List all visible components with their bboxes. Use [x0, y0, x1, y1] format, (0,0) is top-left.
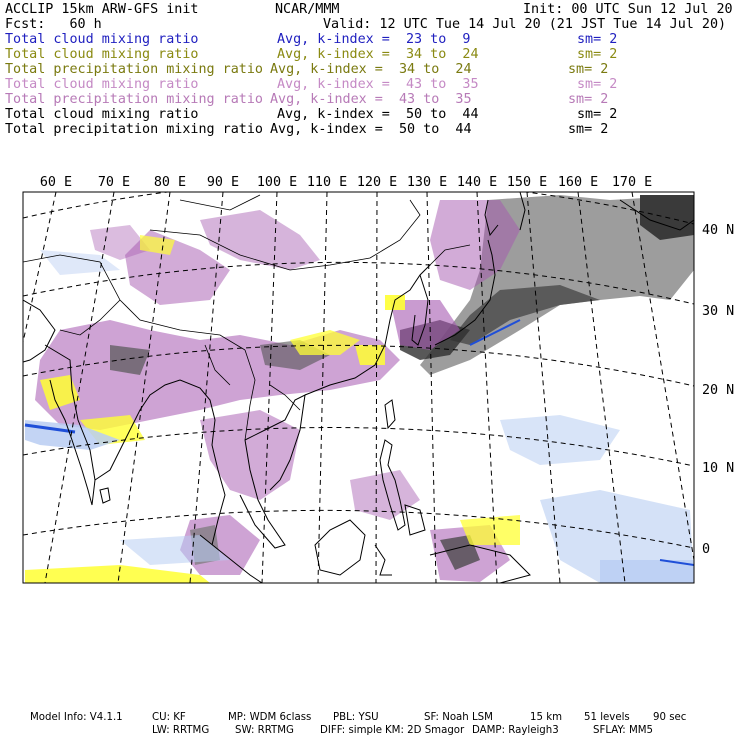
lon-label: 140 E [456, 175, 498, 190]
km-option: KM: 2D Smagor [385, 725, 465, 736]
field-sm: sm= 2 [577, 32, 618, 47]
field-name: Total precipitation mixing ratio [5, 62, 263, 77]
center-name: NCAR/MMM [275, 2, 340, 17]
field-avg: Avg, k-index = 43 to 35 [277, 77, 479, 92]
surface-layer: SFLAY: MM5 [593, 725, 654, 736]
footer-line-1 [0, 711, 740, 724]
map-interior [0, 180, 694, 583]
lat-label: 30 N [702, 304, 735, 319]
longitude-line [376, 192, 377, 583]
mid-cloud-shade [385, 295, 405, 310]
lon-label: 110 E [306, 175, 348, 190]
lon-label: 90 E [206, 175, 240, 190]
field-sm: sm= 2 [568, 92, 609, 107]
damping: DAMP: Rayleigh3 [472, 725, 559, 736]
diffusion: DIFF: simple [320, 725, 383, 736]
lat-label: 0 [702, 542, 711, 557]
field-name: Total precipitation mixing ratio [5, 122, 263, 137]
field-name: Total cloud mixing ratio [5, 32, 199, 47]
field-avg: Avg, k-index = 50 to 44 [270, 122, 472, 137]
coastline [405, 505, 425, 535]
lon-label: 60 E [39, 175, 73, 190]
lon-label: 120 E [356, 175, 398, 190]
lat-label: 10 N [702, 461, 735, 476]
field-sm: sm= 2 [568, 62, 609, 77]
mid-cloud-shade [25, 565, 210, 583]
coastline [100, 488, 110, 503]
shortwave-scheme: SW: RRTMG [235, 725, 294, 736]
lat-label: 40 N [702, 223, 735, 238]
longwave-scheme: LW: RRTMG [152, 725, 210, 736]
coastline [315, 520, 365, 575]
field-avg: Avg, k-index = 50 to 44 [277, 107, 479, 122]
footer-line-2 [0, 724, 740, 737]
init-time: Init: 00 UTC Sun 12 Jul 20 [523, 2, 733, 17]
lon-label: 160 E [557, 175, 599, 190]
field-sm: sm= 2 [568, 122, 609, 137]
microphysics-scheme: MP: WDM 6class [228, 712, 312, 723]
lon-label: 80 E [153, 175, 187, 190]
field-avg: Avg, k-index = 43 to 35 [270, 92, 472, 107]
field-name: Total precipitation mixing ratio [5, 92, 263, 107]
coastline [385, 400, 395, 428]
time-step: 90 sec [653, 712, 687, 723]
cumulus-scheme: CU: KF [152, 712, 186, 723]
field-sm: sm= 2 [577, 47, 618, 62]
border [180, 195, 260, 210]
model-info-footer [0, 711, 740, 737]
lon-label: 170 E [611, 175, 653, 190]
pbl-scheme: PBL: YSU [333, 712, 379, 723]
lon-label: 100 E [256, 175, 298, 190]
lon-label: 70 E [97, 175, 131, 190]
field-avg: Avg, k-index = 34 to 24 [277, 47, 479, 62]
lon-label: 130 E [406, 175, 448, 190]
field-name: Total cloud mixing ratio [5, 77, 199, 92]
field-sm: sm= 2 [577, 77, 618, 92]
field-sm: sm= 2 [577, 107, 618, 122]
forecast-hour: Fcst: 60 h [5, 17, 102, 32]
grid-spacing: 15 km [530, 712, 563, 723]
latitude-labels [702, 223, 734, 557]
field-avg: Avg, k-index = 23 to 9 [277, 32, 471, 47]
lon-label: 150 E [506, 175, 548, 190]
coastline [375, 545, 392, 575]
lat-label: 20 N [702, 383, 735, 398]
valid-time: Valid: 12 UTC Tue 14 Jul 20 (21 JST Tue 14 Jul 20) [323, 17, 727, 32]
surface-scheme: SF: Noah LSM [424, 712, 493, 723]
vertical-levels: 51 levels [584, 712, 630, 723]
low-cloud-shade-light [500, 415, 620, 465]
field-name: Total cloud mixing ratio [5, 47, 199, 62]
field-avg: Avg, k-index = 34 to 24 [270, 62, 472, 77]
model-title: ACCLIP 15km ARW-GFS init [5, 2, 199, 17]
field-name: Total cloud mixing ratio [5, 107, 199, 122]
longitude-labels [40, 175, 652, 190]
model-version: Model Info: V4.1.1 [30, 712, 123, 723]
